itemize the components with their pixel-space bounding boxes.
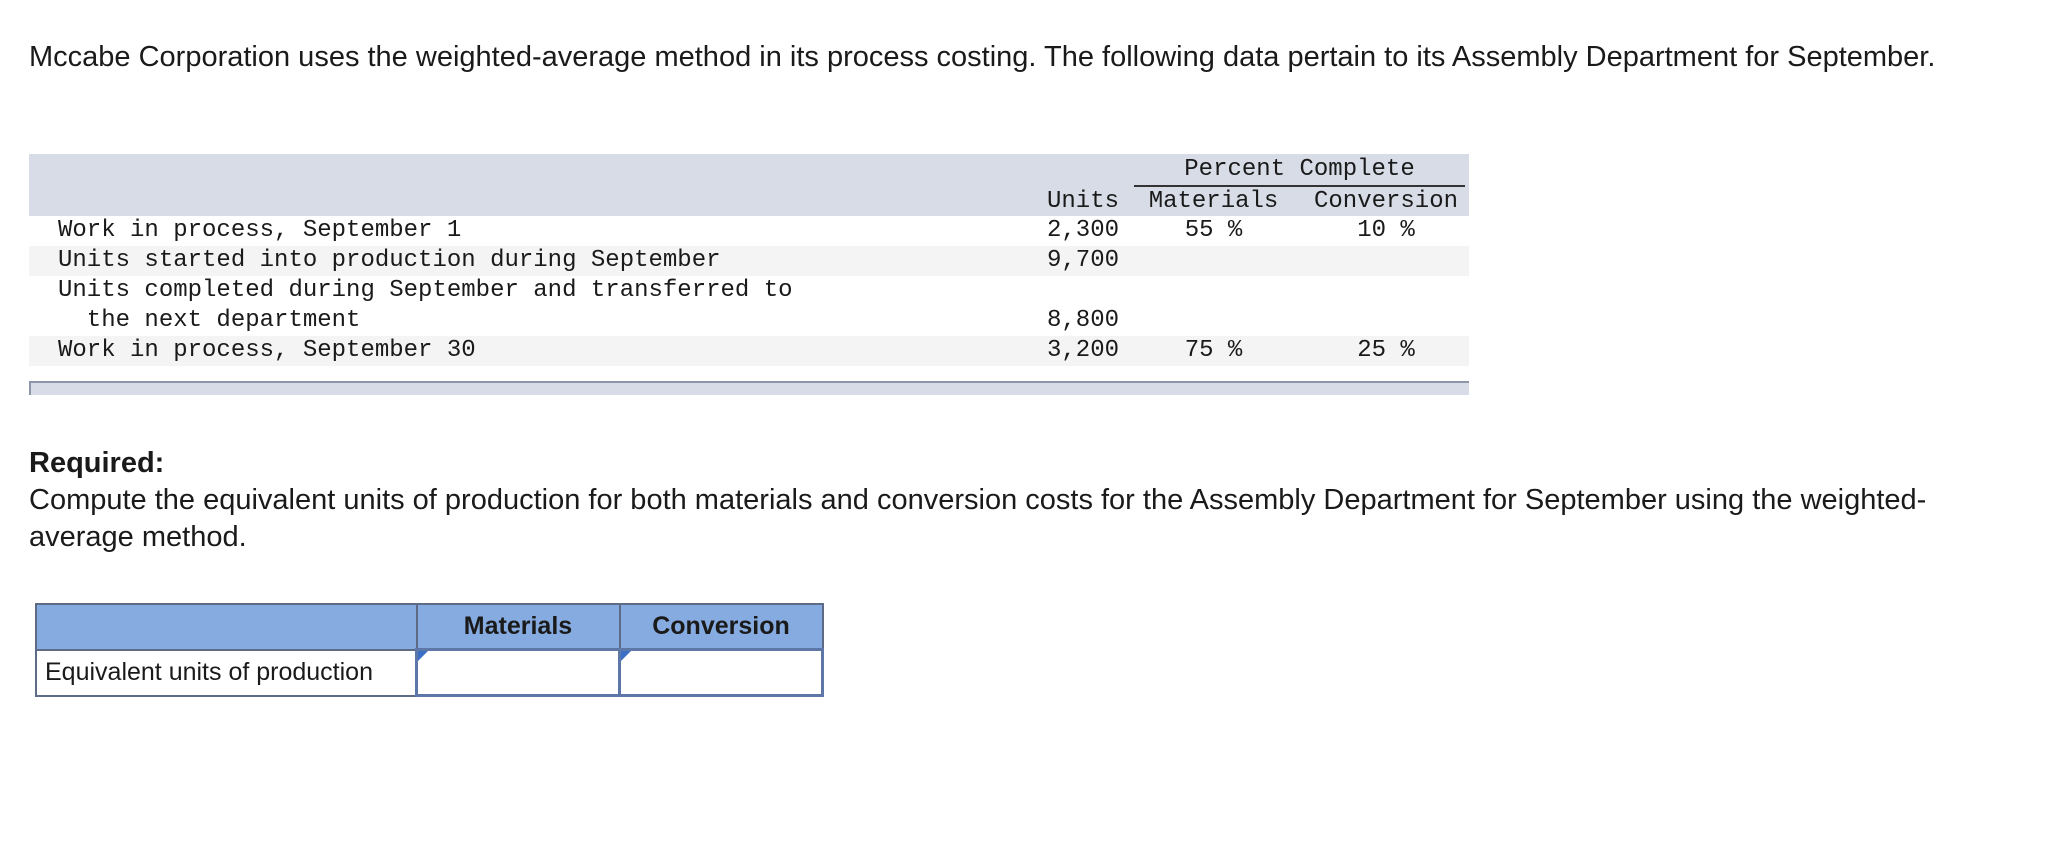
units-value: 3,200: [1046, 337, 1119, 364]
required-heading: Required:: [29, 447, 165, 479]
conversion-column-header: Conversion: [1313, 188, 1459, 215]
input-marker-icon: [418, 651, 428, 661]
materials-column-header: Materials: [1148, 188, 1279, 215]
materials-equivalent-units-input[interactable]: [418, 651, 618, 694]
row-label: Work in process, September 1: [58, 217, 462, 244]
percent-complete-header: Percent Complete: [1134, 156, 1465, 187]
units-column-header: Units: [1046, 188, 1119, 215]
answer-header-blank: [36, 604, 417, 650]
production-data-table: [29, 154, 1469, 395]
materials-percent: 75 %: [1184, 337, 1243, 364]
table-row: [29, 306, 1469, 336]
table-footer-bar: [29, 381, 1469, 395]
row-label: the next department: [58, 307, 361, 334]
conversion-input-cell: [620, 650, 823, 696]
table-row: [29, 216, 1469, 246]
conversion-percent: 10 %: [1357, 217, 1415, 244]
conversion-equivalent-units-input[interactable]: [621, 651, 821, 694]
equivalent-units-label: Equivalent units of production: [36, 650, 417, 696]
row-label: Units completed during September and transferred to: [58, 277, 793, 304]
units-value: 2,300: [1046, 217, 1119, 244]
input-marker-icon: [621, 651, 631, 661]
units-value: 9,700: [1046, 247, 1119, 274]
answer-table: [35, 603, 824, 697]
required-section: [29, 445, 1989, 556]
materials-input-cell: [417, 650, 620, 696]
units-value: 8,800: [1046, 307, 1119, 334]
intro-paragraph: Mccabe Corporation uses the weighted-average method in its process costing. The following data pertain to its Assembly Department for September.: [29, 41, 1936, 73]
table-header: [29, 154, 1469, 216]
row-label: Units started into production during September: [58, 247, 721, 274]
materials-percent: 55 %: [1184, 217, 1243, 244]
table-row: [29, 336, 1469, 366]
required-text: Compute the equivalent units of production for both materials and conversion costs for the Assembly Department for September using the weighted-average method.: [29, 484, 1927, 553]
table-row: [29, 276, 1469, 306]
answer-materials-header: Materials: [417, 604, 620, 650]
answer-conversion-header: Conversion: [620, 604, 823, 650]
row-label: Work in process, September 30: [58, 337, 476, 364]
table-row: [29, 246, 1469, 276]
conversion-percent: 25 %: [1357, 337, 1415, 364]
